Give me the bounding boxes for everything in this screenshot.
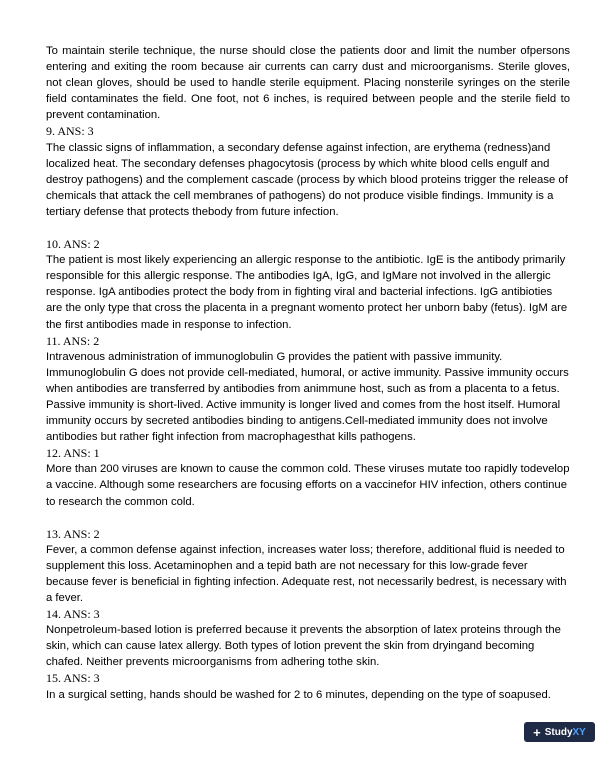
answer-heading-9: 9. ANS: 3 bbox=[46, 124, 94, 139]
answer-heading-10: 10. ANS: 2 bbox=[46, 237, 100, 252]
answer-heading-15: 15. ANS: 3 bbox=[46, 671, 100, 686]
paragraph-sterile-technique: To maintain sterile technique, the nurse should close the patients door and limit the number ofpersons entering and exiting the room because air currents can carry dust and microorganisms. Sterile gloves, not clean gloves, should be used to handle sterile equipment. Placing nonsterile syringes on the sterile field contaminates the field. One foot, not 6 inches, is required between people and the sterile field to prevent contamination. bbox=[46, 45, 570, 122]
spacer bbox=[46, 220, 570, 236]
answer-heading-14: 14. ANS: 3 bbox=[46, 607, 100, 622]
paragraph-answer-13: Fever, a common defense against infection, increases water loss; therefore, additional fluid is needed to supplement this loss. Acetaminophen and a tepid bath are not necessary for this low-grade fever because fever is beneficial in fighting infection. Adequate rest, not necessarily bedrest, is necessary with a fever. bbox=[46, 543, 567, 604]
paragraph-answer-15: In a surgical setting, hands should be washed for 2 to 6 minutes, depending on the type of soapused. bbox=[46, 688, 551, 701]
answer-heading-12: 12. ANS: 1 bbox=[46, 446, 100, 461]
plus-icon: + bbox=[533, 724, 541, 740]
spacer bbox=[46, 510, 570, 526]
paragraph-answer-9: The classic signs of inflammation, a secondary defense against infection, are erythema (redness)and localized heat. The secondary defenses phagocytosis (process by which white blood cells engulf and destroy pathogens) and the complement cascade (process by which blood proteins trigger the release of chemicals that attack the cell membranes of pathogens) do not produce visible findings. Immunity is a tertiary defense that protects thebody from future infection. bbox=[46, 141, 568, 218]
paragraph-answer-14: Nonpetroleum-based lotion is preferred because it prevents the absorption of latex proteins through the skin, which can cause latex allergy. Both types of lotion prevent the skin from dryingand becoming chafed. Neither prevents microorganisms from adhering tothe skin. bbox=[46, 624, 561, 669]
brand-name: StudyXY bbox=[544, 726, 586, 738]
document-page bbox=[46, 43, 570, 703]
answer-heading-13: 13. ANS: 2 bbox=[46, 526, 100, 541]
paragraph-answer-11: Intravenous administration of immunoglobulin G provides the patient with passive immunity. Immunoglobulin G does not provide cell-mediated, humoral, or active immunity. Passive immunity occurs when antibodies are transferred by antibodies from animmune host, such as from a placenta to a fetus. Passive immunity is short-lived. Active immunity is longer lived and comes from the host itself. Humoral immunity occurs by secreted antibodies binding to antigens.Cell-mediated immunity does not involve antibodies but rather fight infection from macrophagesthat kills pathogens. bbox=[46, 350, 569, 444]
paragraph-answer-12: More than 200 viruses are known to cause the common cold. These viruses mutate too rapidly todevelop a vaccine. Although some researchers are focusing efforts on a vaccinefor HIV infection, others continue to research the common cold. bbox=[46, 463, 570, 508]
paragraph-answer-10: The patient is most likely experiencing an allergic response to the antibiotic. IgE is the antibody primarily responsible for this allergic response. The antibodies IgA, IgG, and IgMare not involved in the allergic response. IgA antibodies protect the body from in fighting viral and bacterial infections. IgG antibioties are the only type that cross the placenta in a pregnant womento protect her unborn baby (fetus). IgM are the first antibodies made in response to infection. bbox=[46, 254, 568, 331]
studyxy-watermark-logo bbox=[524, 722, 595, 742]
answer-heading-11: 11. ANS: 2 bbox=[46, 333, 100, 348]
